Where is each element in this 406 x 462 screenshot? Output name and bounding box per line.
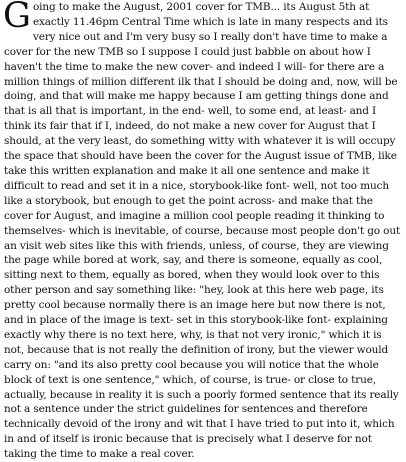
cover-paragraph: oing to make the August, 2001 cover for TMB... its August 5th at exactly 11.46pm Central Time which is late in many respects and its very nice out and I'm very busy so I really don't have time to make a cover for the new TMB so I suppose I could just babble on about how I haven't the time to make the new cover- and indeed I will- for there are a million things of million different ilk that I should be doing and, now, will be doing, and that will make me happy because I am getting things done and that is all that is important, in the end- well, to some end, at least- and I think its fair that if I, indeed, do not make a new cover for August that I should, at the very least, do something witty with whatever it is will occupy the space that should have been the cover for the August issue of TMB, like take this written explanation and make it all one sentence and make it difficult to read and set it in a nice, storybook-like font- well, not too much like a storybook, but enough to get the point across- and make that the cover for August, and imagine a million cool people reading it thinking to themselves- which is inevitable, of course, because most people don't go out an visit web sites like this with friends, unless, of course, they are viewing the page while bored at work, say, and there is someone, equally as cool, sitting next to them, equally as bored, when they would look over to this other person and say something like: "hey, look at this here web page, its pretty cool because normally there is an image here but now there is not, and in place of the image is text- set in this storybook-like font- explaining exactly why there is no text here, why, is that not very ironic," which it is not, because that is not really the definition of irony, but the viewer would carry on: "and its also pretty cool because you will notice that the whole block of text is one sentence," which, of course, is true- or close to true, actually, because in reality it is such a poorly formed sentence that its really not a sentence under the strict guidelines for sentences and therefore technically devoid of the irony and wit that I have tried to put into it, which in and of itself is ironic because that is precisely what I deserve for not taking the time to make a real cover. <box>4 1 401 461</box>
drop-cap-letter: G <box>3 0 31 36</box>
cover-text-block <box>4 0 402 462</box>
